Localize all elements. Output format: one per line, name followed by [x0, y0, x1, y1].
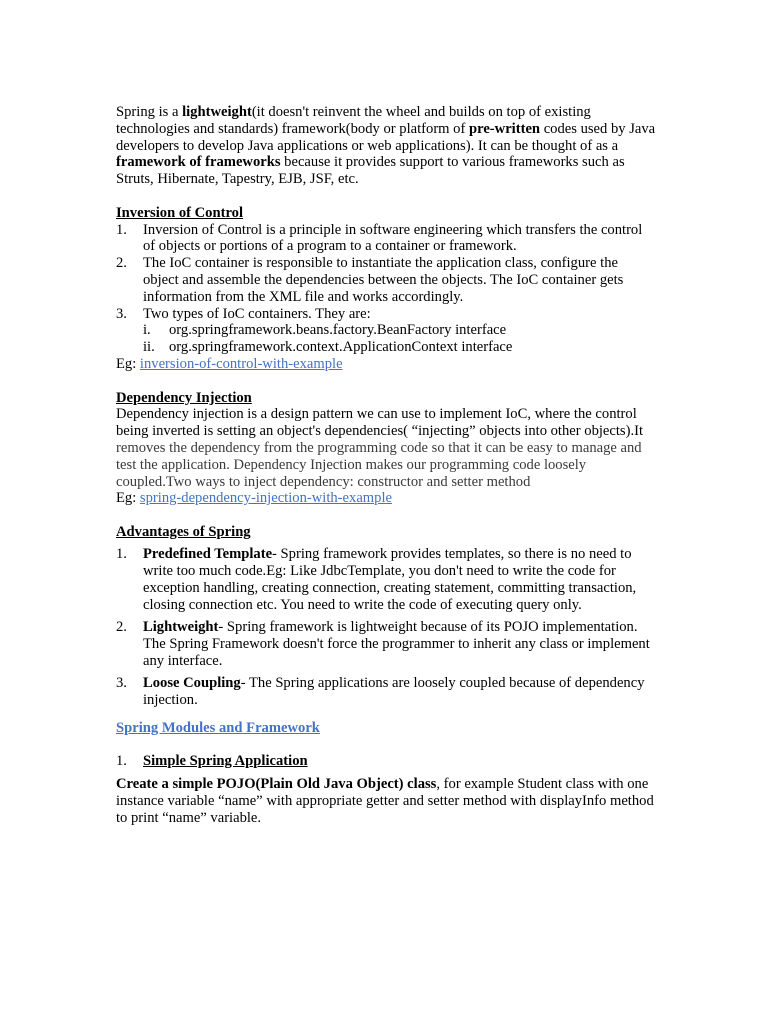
list-item [116, 753, 656, 770]
create-pojo-text: , for example Student class with one instance variable “name” with appropriate getter and setter method with displayInfo method to print “name” variable. [116, 776, 654, 826]
list-number: 2. [116, 255, 127, 272]
list-item-text: Two types of IoC containers. They are: [143, 305, 371, 322]
advantage-text: - The Spring applications are loosely coupled because of dependency injection. [143, 675, 645, 708]
list-item [116, 619, 656, 669]
di-paragraph [116, 406, 656, 490]
di-heading: Dependency Injection [116, 389, 252, 406]
eg-label: Eg: [116, 490, 140, 507]
intro-text: Spring is a [116, 104, 183, 120]
create-pojo-paragraph [116, 776, 656, 826]
sublist-number: ii. [143, 339, 155, 356]
ioc-sublist [116, 322, 656, 356]
simple-app-heading: Simple Spring Application [143, 753, 308, 770]
sublist-item [116, 322, 656, 339]
di-example-link[interactable]: spring-dependency-injection-with-example [139, 490, 392, 507]
create-pojo-bold: Create a simple POJO(Plain Old Java Object) class [116, 776, 437, 793]
modules-heading[interactable]: Spring Modules and Framework [116, 719, 320, 736]
list-number: 2. [116, 619, 127, 636]
intro-bold-framework-of-frameworks: framework of frameworks [116, 154, 281, 171]
advantage-title: Lightweight [143, 619, 219, 636]
ioc-example-link[interactable]: inversion-of-control-with-example [139, 355, 343, 372]
advantage-text: - Spring framework provides templates, so there is no need to write too much code.Eg: Like JdbcTemplate, you don't need to write the code for exception handling, creating connection, creating statement, committing transaction, closing connection etc. You need to write the code of executing query only. [143, 546, 637, 613]
list-item [116, 222, 656, 256]
intro-bold-prewritten: pre-written [468, 120, 541, 137]
list-number: 1. [116, 546, 127, 563]
sublist-item-text: org.springframework.context.ApplicationContext interface [169, 339, 513, 356]
eg-label: Eg: [116, 355, 140, 372]
list-item-text: Inversion of Control is a principle in software engineering which transfers the control of objects or portions of a program to a container or framework. [143, 221, 643, 255]
intro-text: because it provides support to various frameworks such as Struts, Hibernate, Tapestry, EJB, JSF, etc. [116, 154, 625, 188]
sublist-number: i. [143, 322, 151, 339]
list-item [116, 255, 656, 305]
list-number: 3. [116, 675, 127, 692]
list-number: 1. [116, 221, 127, 238]
advantage-title: Loose Coupling [143, 675, 241, 692]
ioc-example [116, 356, 656, 373]
document-page [116, 104, 656, 826]
advantages-heading: Advantages of Spring [116, 523, 251, 540]
list-number: 1. [116, 753, 127, 770]
di-text: removes the dependency from the programming code so that it can be easy to manage and test the application. Dependency Injection makes our programming code loosely coupled.Two ways to inject dependency: constructor and setter method [116, 439, 642, 490]
intro-bold-lightweight: lightweight [182, 104, 252, 120]
intro-text: codes used by Java developers to develop Java applications or web applications). It can be thought of as a [116, 120, 656, 154]
di-text: Dependency injection is a design pattern we can use to implement IoC, where the control being inverted is setting an object's dependencies( “injecting” objects into other objects).It [116, 406, 644, 440]
intro-paragraph [116, 104, 656, 188]
list-item [116, 546, 656, 613]
ioc-list [116, 222, 656, 323]
ioc-heading: Inversion of Control [116, 204, 244, 221]
list-number: 3. [116, 305, 127, 322]
intro-text: (it doesn't reinvent the wheel and builds on top of existing technologies and standards) framework(body or platform of [116, 104, 591, 137]
advantage-title: Predefined Template [143, 546, 273, 563]
advantages-list [116, 546, 656, 708]
list-item [116, 306, 656, 323]
sublist-item [116, 339, 656, 356]
list-item [116, 675, 656, 709]
sublist-item-text: org.springframework.beans.factory.BeanFactory interface [169, 322, 507, 339]
list-item-text: The IoC container is responsible to instantiate the application class, configure the object and assemble the dependencies between the objects. The IoC container gets information from the XML file and works accordingly. [143, 255, 624, 305]
di-example [116, 490, 656, 507]
modules-list [116, 753, 656, 770]
advantage-text: - Spring framework is lightweight because of its POJO implementation. The Spring Framework doesn't force the programmer to inherit any class or implement any interface. [143, 619, 650, 669]
